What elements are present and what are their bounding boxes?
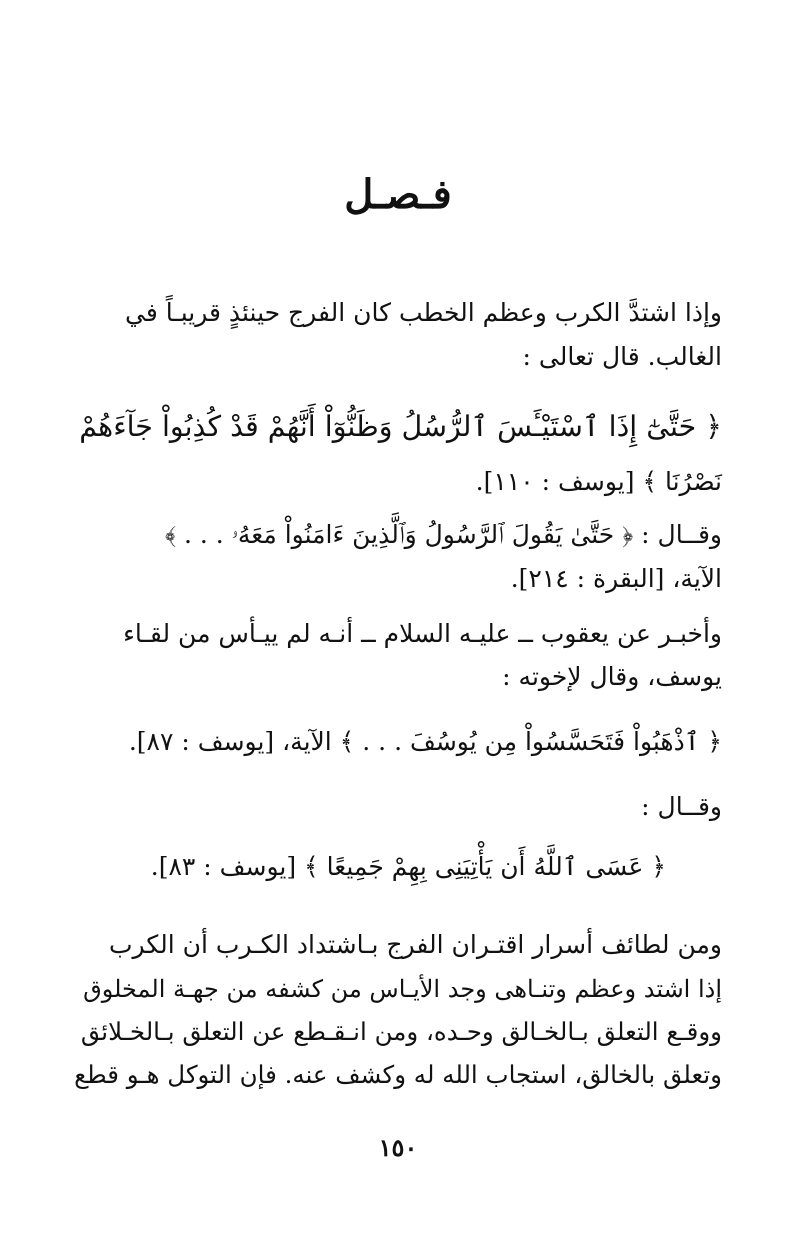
text-line: وتعلق بالخالق، استجاب الله له وكشف عنه. فإن التوكل هـو قطع [74,1060,722,1089]
text-line: ووقـع التعلق بـالخـالق وحـده، ومن انـقـطع عن التعلق بـالخـلائق [80,1017,722,1046]
page-number: ١٥٠ [378,1133,418,1162]
text-line: يوسف، وقال لإخوته : [502,662,722,691]
chapter-title: فـصـل [344,171,452,218]
text-line: الغالب. قال تعالى : [522,342,722,371]
text-line: وقــال : [641,792,722,821]
text-line: الآية، [البقرة : ٢١٤]. [510,564,722,593]
text-line: ومن لطائف أسرار اقتـران الفرج بـاشتداد الكـرب أن الكرب [109,930,722,959]
text-line: وقــال : ﴿ حَتَّىٰ يَقُولَ ٱلرَّسُولُ وَٱلَّذِينَ ءَامَنُواْ مَعَهُۥ . . . ﴾ [164,520,722,549]
text-line: ﴿ ٱذْهَبُواْ فَتَحَسَّسُواْ مِن يُوسُفَ . . . ﴾ الآية، [يوسف : ٨٧]. [128,727,722,756]
text-line: إذا اشتد وعظم وتنـاهى وجد الأيـاس من كشفه من جهـة المخلوق [83,975,722,1003]
text-line: ﴿ عَسَى ٱللَّهُ أَن يَأْتِيَنِى بِهِمْ جَمِيعًا ﴾ [يوسف : ٨٣]. [150,852,666,881]
text-line: وأخبـر عن يعقوب ــ عليـه السلام ــ أنـه لم ييـأس من لقـاء [123,619,722,648]
text-line: نَصْرُنَا ﴾ [يوسف : ١١٠]. [475,467,722,496]
text-line: وإذا اشتدَّ الكرب وعظم الخطب كان الفرج حينئذٍ قريبـاً في [125,298,722,327]
quran-verse-line: ﴿ حَتَّىٰٓ إِذَا ٱسْتَيْـَٔسَ ٱلرُّسُلُ وَظَنُّوٓاْ أَنَّهُمْ قَدْ كُذِبُواْ جَآءَهُمْ [79,410,722,443]
